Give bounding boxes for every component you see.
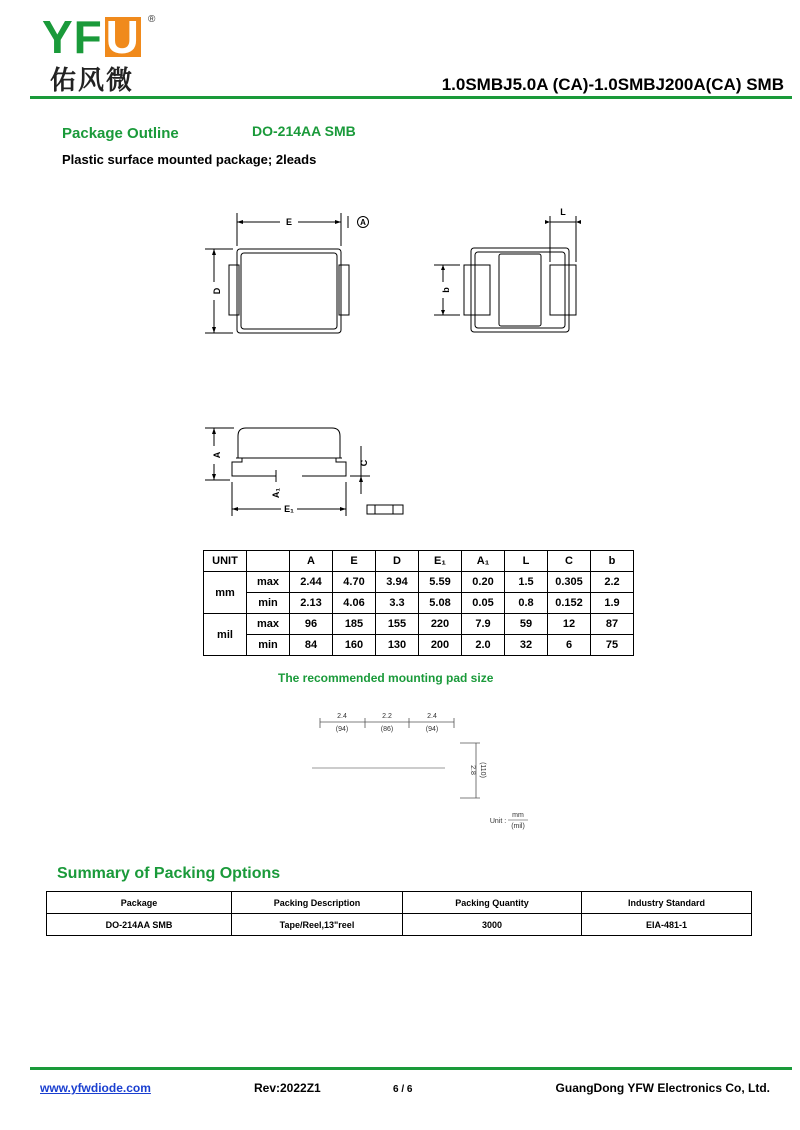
label-E: E <box>285 217 293 227</box>
label-D: D <box>212 287 222 295</box>
value-cell: 7.9 <box>462 614 505 635</box>
value-cell: 84 <box>290 635 333 656</box>
revision: Rev:2022Z1 <box>254 1081 321 1095</box>
kind-cell: max <box>247 572 290 593</box>
pad-height-mm: 2.8 <box>469 765 476 775</box>
label-A1: A₁ <box>271 487 281 499</box>
value-cell: 2.44 <box>290 572 333 593</box>
value-cell: 130 <box>376 635 419 656</box>
label-b: b <box>441 287 451 293</box>
website-link[interactable]: www.yfwdiode.com <box>40 1081 151 1095</box>
table-row <box>204 614 634 635</box>
packing-table <box>46 891 752 936</box>
unit-cell: mm <box>204 572 247 614</box>
mounting-pad-drawing <box>300 706 550 836</box>
unit-cell: mil <box>204 614 247 656</box>
packing-description-cell: Tape/Reel,13"reel <box>232 914 403 936</box>
value-cell: 0.152 <box>548 593 591 614</box>
label-datum-A: A <box>360 218 366 227</box>
unit-mil: (mil) <box>511 823 525 830</box>
col-C: C <box>548 551 591 572</box>
pad-dim-2-mil: (86) <box>380 726 394 733</box>
col-A1: A₁ <box>462 551 505 572</box>
col-unit: UNIT <box>204 551 247 572</box>
packing-quantity-cell: 3000 <box>403 914 582 936</box>
value-cell: 96 <box>290 614 333 635</box>
table-row <box>204 593 634 614</box>
col-A: A <box>290 551 333 572</box>
value-cell: 32 <box>505 635 548 656</box>
kind-cell: min <box>247 593 290 614</box>
industry-standard-cell: EIA-481-1 <box>582 914 752 936</box>
kind-cell: max <box>247 614 290 635</box>
value-cell: 12 <box>548 614 591 635</box>
col-b: b <box>591 551 634 572</box>
value-cell: 2.13 <box>290 593 333 614</box>
pad-dim-1-mm: 2.4 <box>337 713 347 720</box>
value-cell: 5.59 <box>419 572 462 593</box>
unit-mm: mm <box>512 812 524 819</box>
label-E1: E₁ <box>284 504 294 514</box>
value-cell: 1.9 <box>591 593 634 614</box>
footer-rule <box>30 1067 792 1070</box>
bottom-view-pad-left <box>464 265 490 315</box>
value-cell: 59 <box>505 614 548 635</box>
value-cell: 87 <box>591 614 634 635</box>
table-row <box>47 914 752 936</box>
col-D: D <box>376 551 419 572</box>
value-cell: 220 <box>419 614 462 635</box>
value-cell: 5.08 <box>419 593 462 614</box>
label-C: C <box>359 459 369 467</box>
value-cell: 2.2 <box>591 572 634 593</box>
logo-u: U <box>105 11 140 63</box>
col-E: E <box>333 551 376 572</box>
value-cell: 4.70 <box>333 572 376 593</box>
col-L: L <box>505 551 548 572</box>
package-outline-heading: Package Outline <box>62 125 179 142</box>
pad-dim-2-mm: 2.2 <box>382 713 392 720</box>
value-cell: 200 <box>419 635 462 656</box>
side-view-lead-left <box>232 458 276 476</box>
value-cell: 155 <box>376 614 419 635</box>
col-E1: E₁ <box>419 551 462 572</box>
packing-header-row <box>47 892 752 914</box>
label-A: A <box>212 451 222 459</box>
value-cell: 4.06 <box>333 593 376 614</box>
value-cell: 3.94 <box>376 572 419 593</box>
dimension-table <box>203 550 634 656</box>
table-row <box>204 635 634 656</box>
value-cell: 185 <box>333 614 376 635</box>
value-cell: 0.305 <box>548 572 591 593</box>
dimension-header-row <box>204 551 634 572</box>
package-cell: DO-214AA SMB <box>47 914 232 936</box>
packing-summary-heading: Summary of Packing Options <box>57 865 281 882</box>
value-cell: 2.0 <box>462 635 505 656</box>
tolerance-frame <box>367 505 403 514</box>
table-row <box>204 572 634 593</box>
page-number: 6 / 6 <box>393 1084 413 1095</box>
bottom-view-pad-right <box>550 265 576 315</box>
value-cell: 160 <box>333 635 376 656</box>
value-cell: 0.20 <box>462 572 505 593</box>
value-cell: 0.05 <box>462 593 505 614</box>
pad-height-mil: (110) <box>479 762 486 778</box>
value-cell: 3.3 <box>376 593 419 614</box>
package-description: Plastic surface mounted package; 2leads <box>62 152 317 167</box>
mounting-pad-heading: The recommended mounting pad size <box>278 671 494 685</box>
unit-label: Unit : <box>489 818 507 825</box>
registered-mark: ® <box>148 14 156 25</box>
col-kind <box>247 551 290 572</box>
package-outline-drawing <box>0 0 800 530</box>
pad-dim-3-mil: (94) <box>425 726 439 733</box>
col-industry-standard: Industry Standard <box>582 892 752 914</box>
col-packing-quantity: Packing Quantity <box>403 892 582 914</box>
top-view-body-outer <box>237 249 341 333</box>
bottom-view-body-outer <box>471 248 569 332</box>
package-type: DO-214AA SMB <box>252 123 356 139</box>
side-view-body <box>238 428 340 458</box>
document-title: 1.0SMBJ5.0A (CA)-1.0SMBJ200A(CA) SMB <box>441 75 784 94</box>
pad-dim-3-mm: 2.4 <box>427 713 437 720</box>
col-packing-description: Packing Description <box>232 892 403 914</box>
top-view-body-inner <box>241 253 337 329</box>
side-view-lead-right <box>302 458 346 476</box>
logo-chinese-name: 佑风微 <box>50 66 135 96</box>
value-cell: 75 <box>591 635 634 656</box>
col-package: Package <box>47 892 232 914</box>
value-cell: 0.8 <box>505 593 548 614</box>
logo-letters: YF <box>42 11 103 63</box>
kind-cell: min <box>247 635 290 656</box>
label-L: L <box>560 207 566 217</box>
value-cell: 1.5 <box>505 572 548 593</box>
value-cell: 6 <box>548 635 591 656</box>
bottom-view-center-window <box>499 254 541 326</box>
pad-dim-1-mil: (94) <box>335 726 349 733</box>
company-name: GuangDong YFW Electronics Co, Ltd. <box>555 1081 770 1095</box>
